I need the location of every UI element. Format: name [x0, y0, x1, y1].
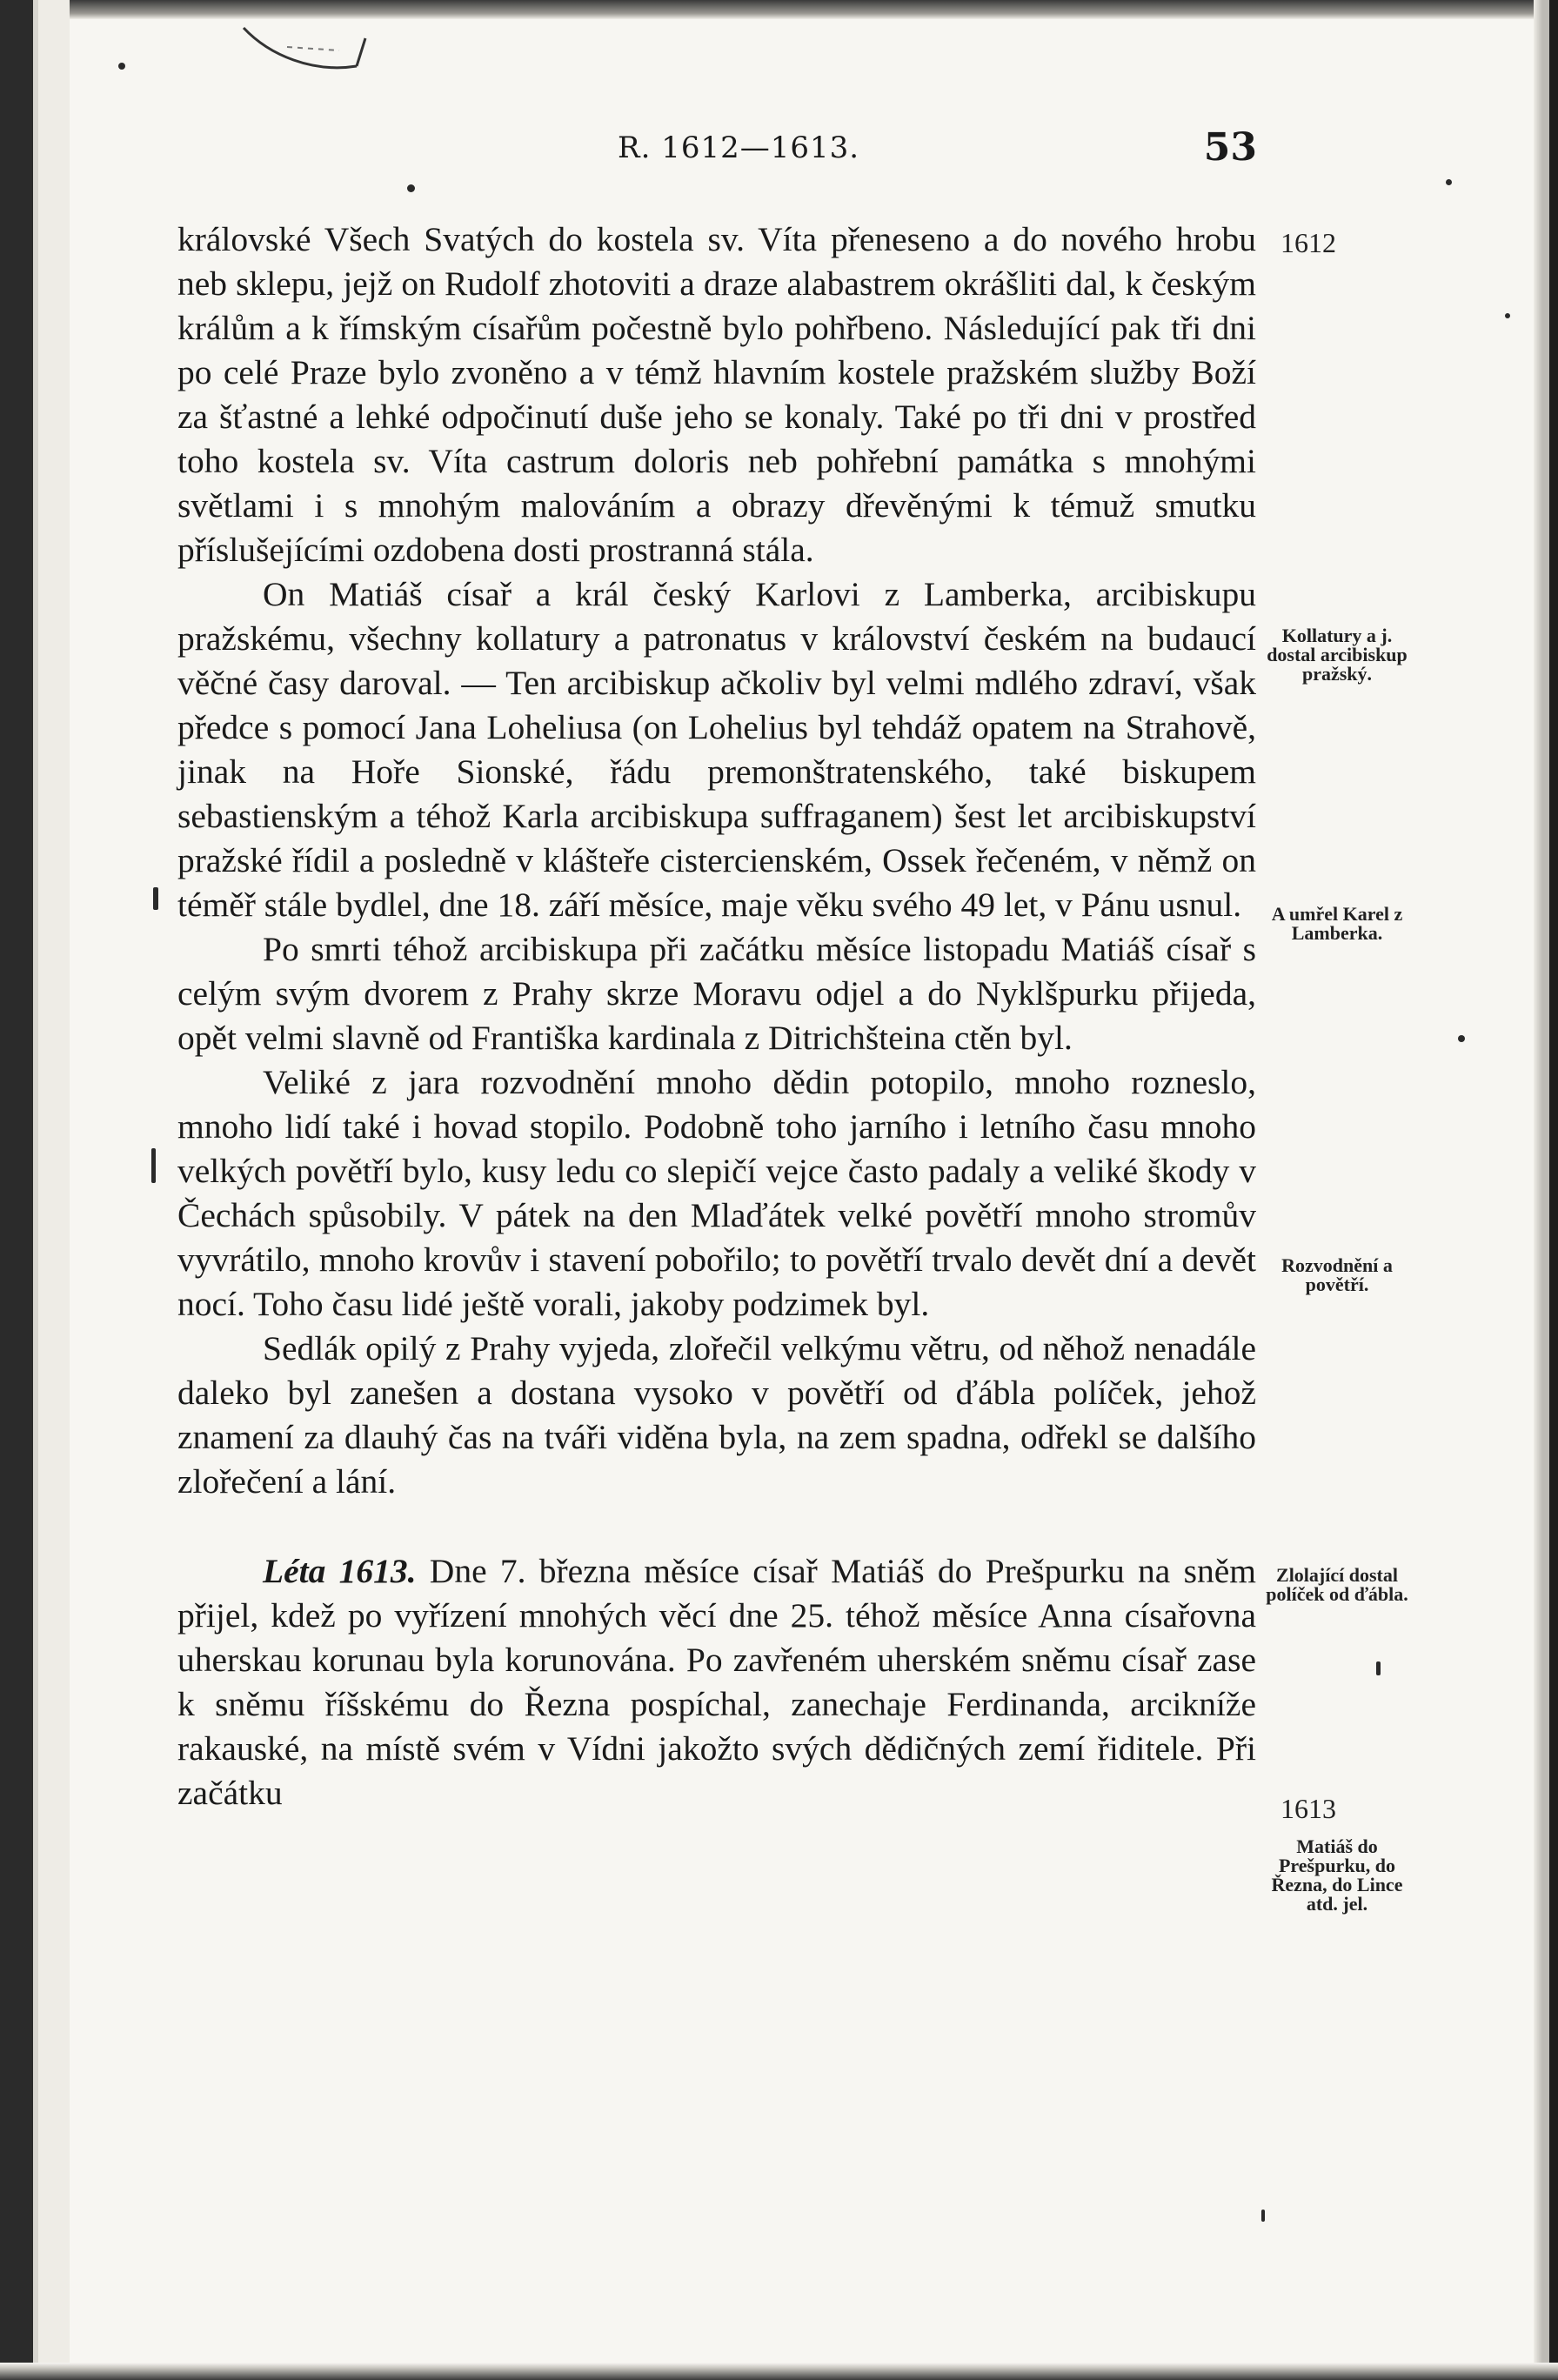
ink-speck [1446, 179, 1452, 185]
scan-edge-left [0, 0, 70, 2380]
paragraph: Po smrti téhož arcibiskupa při začátku měsíce listopadu Matiáš císař s celým svým dvorem z Prahy skrze Moravu odjel a do Nyklšpurku přijeda, opět velmi slavně od Františka kardinala z Ditrichšteina ctěn byl. [177, 930, 1256, 1057]
margin-note-umrel: A umřel Karel z Lamberka. [1271, 903, 1403, 944]
ink-speck [151, 1148, 156, 1183]
ink-speck [1505, 313, 1510, 318]
margin-notes [1263, 0, 1411, 2380]
margin-year-1612: 1612 [1281, 227, 1336, 258]
year-paragraph-text: Dne 7. března měsíce císař Matiáš do Prešpurku na sněm přijel, kdež po vyřízení mnohých věcí dne 25. téhož měsíce Anna císařovna uherskau korunau byla korunována. Po zavřeném uherském sněmu císař zase k sněmu říšskému do Řezna pospíchal, zanechaje Ferdinanda, arcikníže rakauské, na místě svém v Vídni jakožto svých dědičných zemí řiditele. Při začátku [177, 1552, 1256, 1812]
ink-speck [1376, 1661, 1381, 1675]
year-label: Léta 1613. [263, 1552, 417, 1590]
margin-note-matias: Matiáš do Prešpurku, do Řezna, do Lince atd. jel. [1271, 1835, 1403, 1915]
ink-speck [153, 887, 158, 910]
scan-edge-right [1534, 0, 1558, 2380]
paragraph-year-1613 [177, 1549, 1256, 1815]
paragraph: Veliké z jara rozvodnění mnoho dědin potopilo, mnoho rozneslo, mnoho lidí také i hovad stopilo. Podobně toho jarního i letního času mnoho velkých povětří bylo, kusy ledu co slepičí vejce často padaly a veliké škody v Čechách spůsobily. V pátek na den Mlaďátek velké povětří mnoho stromův vyvrátilo, mnoho krovův i stavení pobořilo; to povětří trvalo devět dní a devět nocí. Toho času lidé ještě vorali, jakoby podzimek byl. [177, 1063, 1256, 1323]
running-head: R. 1612—1613. [618, 130, 860, 165]
margin-note-rozvodneni: Rozvodnění a povětří. [1281, 1254, 1393, 1295]
ink-speck [118, 63, 125, 70]
page-corner-ink-mark [235, 21, 374, 82]
margin-note-kollatury: Kollatury a j. dostal arcibiskup pražský. [1267, 625, 1408, 685]
ink-speck [1261, 2210, 1265, 2222]
paragraph: On Matiáš císař a král český Karlovi z Lamberka, arcibiskupu pražskému, všechny kollatury a patronatus v království českém na budaucí věčné časy daroval. — Ten arcibiskup ačkoliv byl velmi mdlého zdraví, však předce s pomocí Jana Loheliusa (on Lohelius byl tehdáž opatem na Strahově, jinak na Hoře Sionské, řádu premonštratenského, také biskupem sebastienským a téhož Karla arcibiskupa suffraganem) šest let arcibiskupství pražské řídil a posledně v klášteře cistercienském, Ossek řečeném, v němž on téměř stále bydlel, dne 18. září měsíce, maje věku svého 49 let, v Pánu usnul. [177, 575, 1256, 924]
margin-note-zlolajici: Zlolající dostal políček od ďábla. [1266, 1564, 1408, 1605]
main-text [177, 217, 1256, 1815]
paragraph: královské Všech Svatých do kostela sv. Víta přeneseno a do nového hrobu neb sklepu, jejž on Rudolf zhotoviti a draze alabastrem okrášliti dal, k českým králům a k římským císařům počestně bylo pohřbeno. Následující pak tři dni po celé Praze bylo zvoněno a v témž hlavním kostele pražském služby Boží za šťastné a lehké odpočinutí duše jeho se konaly. Také po tři dni v prostřed toho kostela sv. Víta castrum doloris neb pohřební památka s mnohými světlami i s mnohým malováním a obrazy dřevěnými k témuž smutku příslušejícími ozdobena dosti prostranná stála. [177, 220, 1256, 569]
ink-speck [1458, 1035, 1465, 1042]
page-number: 53 [1203, 125, 1257, 170]
ink-speck [407, 184, 415, 192]
page-header [178, 125, 1257, 170]
margin-year-1613: 1613 [1281, 1793, 1336, 1824]
paragraph: Sedlák opilý z Prahy vyjeda, zlořečil velkýmu větru, od něhož nenadále daleko byl zanešen a dostana vysoko v povětří od ďábla políček, jehož znamení za dlauhý čas na tváři viděna byla, na zem spadna, odřekl se dalšího zlořečení a lání. [177, 1329, 1256, 1501]
